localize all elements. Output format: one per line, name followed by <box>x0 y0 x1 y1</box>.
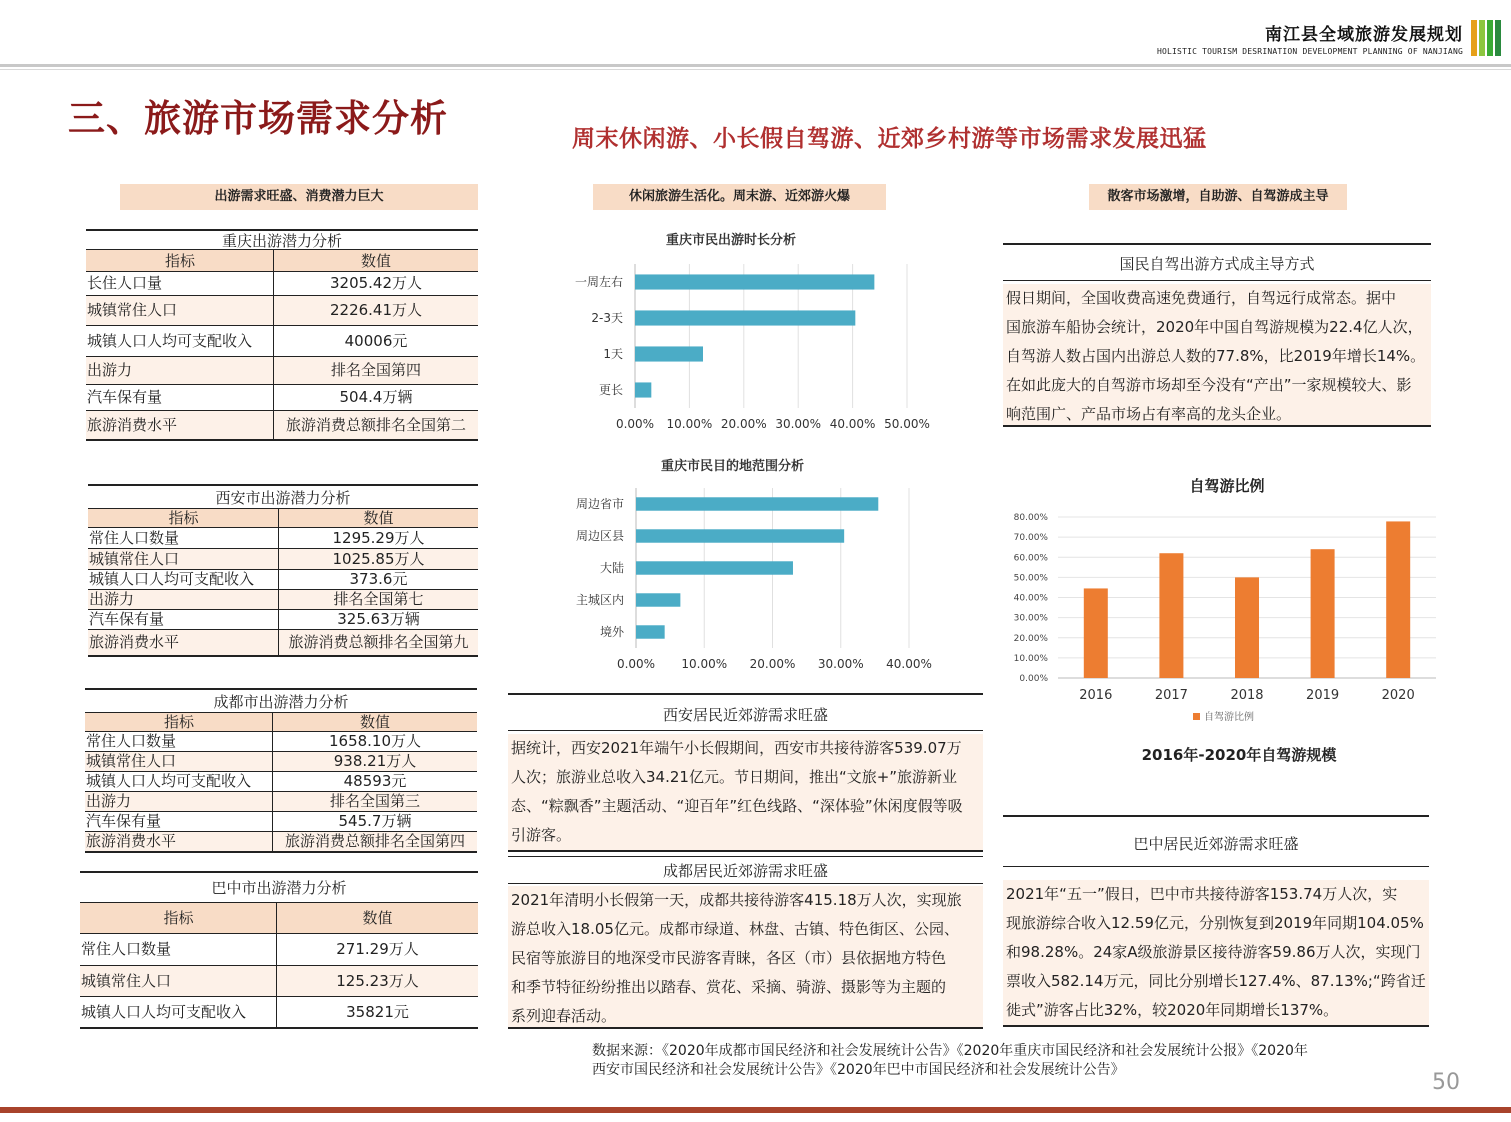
category-label: 周边省市 <box>575 497 624 511</box>
chengdu-caption: 成都居民近郊游需求旺盛 <box>508 856 983 884</box>
table-row <box>85 832 477 853</box>
header-value: 数值 <box>359 713 390 731</box>
legend-swatch <box>1193 713 1200 720</box>
row-value: 40006元 <box>344 332 408 350</box>
row-value: 旅游消费总额排名全国第九 <box>288 633 469 651</box>
footer-bar <box>0 1107 1511 1113</box>
row-value: 271.29万人 <box>336 940 419 958</box>
table-row <box>86 272 478 296</box>
row-value: 545.7万辆 <box>338 812 412 830</box>
paragraph-line: 票收入582.14万元，同比分别增长127.4%、87.13%;“跨省迁 <box>1006 972 1426 990</box>
table-caption: 成都市出游潜力分析 <box>85 688 477 712</box>
row-label: 长住人口量 <box>86 272 274 295</box>
header-indicator: 指标 <box>88 509 279 527</box>
row-label: 城镇人口人均可支配收入 <box>85 772 273 791</box>
header-indicator: 指标 <box>80 903 277 933</box>
selfdrive-bar <box>1311 549 1335 678</box>
row-label: 汽车保有量 <box>85 812 273 831</box>
data-source-line: 数据来源：《2020年成都市国民经济和社会发展统计公告》《2020年重庆市国民经济和社会发展统计公报》《2020年 <box>592 1043 1308 1059</box>
logo-bar-darkgreen <box>1495 20 1501 56</box>
x-tick-label: 0.00% <box>616 657 656 671</box>
logo-bar-lightgreen <box>1479 20 1485 56</box>
row-value: 排名全国第三 <box>329 792 420 810</box>
row-label: 城镇常住人口 <box>80 966 277 996</box>
chart-caption: 2016年-2020年自驾游规模 <box>1141 746 1337 764</box>
header-indicator: 指标 <box>86 250 274 271</box>
table-row <box>80 997 478 1029</box>
xian-caption: 西安居民近郊游需求旺盛 <box>508 693 983 731</box>
table-row <box>86 357 478 385</box>
row-value: 1025.85万人 <box>332 550 425 568</box>
table-bazhong <box>80 871 478 1029</box>
paragraph-line: 人次；旅游业总收入34.21亿元。节日期间，推出“文旅+”旅游新业 <box>511 768 958 786</box>
chart-trip-duration <box>550 222 950 442</box>
row-value: 旅游消费总额排名全国第二 <box>285 416 466 434</box>
row-value: 325.63万辆 <box>337 610 420 628</box>
x-tick-label: 40.00% <box>886 657 932 671</box>
category-label: 境外 <box>599 625 624 639</box>
table-row <box>85 792 477 812</box>
paragraph-line: 国旅游车船协会统计，2020年中国自驾游规模为22.4亿人次， <box>1006 318 1423 336</box>
row-value: 504.4万辆 <box>339 388 413 406</box>
table-header <box>86 249 478 272</box>
x-tick-label: 10.00% <box>681 657 728 671</box>
row-value: 1658.10万人 <box>328 732 422 750</box>
x-tick-label: 20.00% <box>749 657 796 671</box>
logo-bar-green <box>1487 20 1493 56</box>
y-tick-label: 50.00% <box>1013 573 1048 584</box>
paragraph-line: 在如此庞大的自驾游市场却至今没有“产出”一家规模较大、影 <box>1006 376 1412 394</box>
selfdrive-text <box>1003 284 1431 427</box>
table-chengdu <box>85 688 477 853</box>
row-value: 1295.29万人 <box>332 529 425 547</box>
legend-label: 自驾游比例 <box>1204 712 1254 723</box>
x-tick-label: 2019 <box>1306 688 1340 703</box>
table-header <box>88 508 478 528</box>
banner-right: 散客市场激增，自助游、自驾游成主导 <box>1089 184 1347 210</box>
row-value: 125.23万人 <box>336 972 419 990</box>
header-value: 数值 <box>363 509 394 527</box>
row-label: 旅游消费水平 <box>88 630 279 655</box>
table-header <box>85 712 477 732</box>
y-tick-label: 40.00% <box>1013 593 1048 604</box>
row-value: 排名全国第七 <box>333 590 424 608</box>
row-value: 2226.41万人 <box>329 301 423 319</box>
banner-left: 出游需求旺盛、消费潜力巨大 <box>120 184 478 210</box>
header-divider <box>0 64 1511 67</box>
row-label: 旅游消费水平 <box>86 411 274 439</box>
header-logo <box>1471 20 1501 56</box>
data-source-note <box>592 1042 1432 1080</box>
paragraph-line: 响范围广、产品市场占有率高的龙头企业。 <box>1006 405 1292 423</box>
document-title: 南江县全域旅游发展规划 <box>1265 25 1463 45</box>
chart-title: 重庆市民出游时长分析 <box>665 233 797 248</box>
table-row <box>86 296 478 326</box>
y-tick-label: 80.00% <box>1013 513 1048 523</box>
paragraph-line: 游总收入18.05亿元。成都市绿道、林盘、古镇、特色街区、公园、 <box>511 920 959 938</box>
header-indicator: 指标 <box>85 713 273 731</box>
x-tick-label: 2016 <box>1079 688 1113 703</box>
paragraph-line: 和98.28%。24家A级旅游景区接待游客59.86万人次，实现门 <box>1006 943 1421 961</box>
row-value: 48593元 <box>343 772 407 790</box>
selfdrive-bar <box>1386 521 1410 678</box>
y-tick-label: 20.00% <box>1013 633 1048 644</box>
category-label: 2-3天 <box>591 311 623 325</box>
table-row <box>85 772 477 792</box>
paragraph-line: 2021年清明小长假第一天，成都共接待游客415.18万人次，实现旅 <box>511 891 962 909</box>
selfdrive-bar <box>1084 588 1108 678</box>
xian-text <box>508 734 983 852</box>
row-value: 排名全国第四 <box>330 361 421 379</box>
chart-title: 重庆市民目的地范围分析 <box>660 459 805 474</box>
category-label: 周边区县 <box>575 529 624 543</box>
duration-bar <box>635 274 874 289</box>
paragraph-line: 系列迎春活动。 <box>511 1007 617 1025</box>
table-row <box>88 590 478 610</box>
x-tick-label: 0.00% <box>615 417 655 431</box>
row-label: 常住人口数量 <box>88 528 279 548</box>
table-caption: 巴中市出游潜力分析 <box>80 871 478 902</box>
y-tick-label: 70.00% <box>1013 533 1048 544</box>
row-value: 35821元 <box>346 1003 409 1021</box>
destination-bar <box>636 561 793 574</box>
x-tick-label: 20.00% <box>720 417 767 431</box>
destination-bar <box>636 625 665 638</box>
page-subtitle: 周末休闲游、小长假自驾游、近郊乡村游等市场需求发展迅猛 <box>572 126 1207 152</box>
x-tick-label: 30.00% <box>775 417 822 431</box>
x-tick-label: 50.00% <box>884 417 930 431</box>
paragraph-line: 徙式”游客占比32%，较2020年同期增长137%。 <box>1006 1001 1339 1019</box>
table-row <box>88 570 478 590</box>
row-label: 出游力 <box>86 357 274 384</box>
paragraph-line: 现旅游综合收入12.59亿元，分别恢复到2019年同期104.05% <box>1006 914 1424 932</box>
selfdrive-caption: 国民自驾出游方式成主导方式 <box>1003 243 1431 281</box>
row-label: 城镇人口人均可支配收入 <box>88 570 279 589</box>
row-value: 938.21万人 <box>333 752 417 770</box>
table-row <box>86 385 478 411</box>
category-label: 更长 <box>598 383 623 397</box>
table-row <box>88 610 478 630</box>
paragraph-line: 假日期间，全国收费高速免费通行，自驾远行成常态。据中 <box>1006 289 1397 307</box>
duration-bar <box>635 382 651 397</box>
chart-selfdrive-ratio <box>1000 468 1450 768</box>
x-tick-label: 2017 <box>1154 688 1188 703</box>
paragraph-line: 引游客。 <box>511 826 572 844</box>
row-label: 旅游消费水平 <box>85 832 273 851</box>
bazhong-caption: 巴中居民近郊游需求旺盛 <box>1003 815 1429 867</box>
document-subtitle-en: HOLISTIC TOURISM DESRINATION DEVELOPMENT PLANNING OF NANJIANG <box>1156 47 1463 56</box>
destination-bar <box>636 529 844 542</box>
duration-bar <box>635 346 703 361</box>
row-label: 汽车保有量 <box>86 385 274 410</box>
table-row <box>85 752 477 772</box>
paragraph-line: 和季节特征纷纷推出以踏春、赏花、采摘、骑游、摄影等为主题的 <box>511 978 947 996</box>
category-label: 大陆 <box>599 561 624 575</box>
row-label: 出游力 <box>85 792 273 811</box>
table-row <box>86 326 478 357</box>
page-number: 50 <box>1432 1070 1460 1095</box>
table-header <box>80 902 478 934</box>
chart-title: 自驾游比例 <box>1189 477 1265 495</box>
table-row <box>80 966 478 997</box>
data-source-line: 西安市国民经济和社会发展统计公告》《2020年巴中市国民经济和社会发展统计公告》 <box>592 1062 1125 1078</box>
y-tick-label: 30.00% <box>1013 613 1048 624</box>
row-label: 常住人口数量 <box>85 732 273 751</box>
table-row <box>88 528 478 549</box>
selfdrive-bar <box>1235 577 1259 678</box>
table-chongqing <box>86 229 478 441</box>
table-row <box>86 411 478 441</box>
page-title: 三、旅游市场需求分析 <box>68 97 448 140</box>
table-row <box>85 812 477 832</box>
row-value: 3205.42万人 <box>329 274 423 292</box>
table-row <box>80 934 478 966</box>
category-label: 1天 <box>603 347 623 361</box>
row-label: 常住人口数量 <box>80 934 277 965</box>
table-row <box>88 549 478 570</box>
x-tick-label: 10.00% <box>666 417 713 431</box>
y-tick-label: 60.00% <box>1013 553 1048 564</box>
row-label: 城镇常住人口 <box>86 296 274 325</box>
duration-bar <box>635 310 855 325</box>
paragraph-line: 2021年“五一”假日，巴中市共接待游客153.74万人次，实 <box>1006 885 1398 903</box>
table-row <box>85 732 477 752</box>
x-tick-label: 40.00% <box>829 417 876 431</box>
logo-bar-orange <box>1471 20 1477 56</box>
bazhong-text <box>1003 880 1429 1027</box>
table-xian <box>88 484 478 657</box>
row-label: 城镇人口人均可支配收入 <box>86 326 274 356</box>
paragraph-line: 态、“粽飘香”主题活动、“迎百年”红色线路、“深体验”休闲度假等吸 <box>511 797 963 815</box>
x-tick-label: 2018 <box>1230 688 1264 703</box>
destination-bar <box>636 593 680 606</box>
row-label: 城镇人口人均可支配收入 <box>80 997 277 1027</box>
row-label: 城镇常住人口 <box>88 549 279 569</box>
row-label: 城镇常住人口 <box>85 752 273 771</box>
table-caption: 西安市出游潜力分析 <box>88 484 478 508</box>
chengdu-text <box>508 886 983 1029</box>
category-label: 一周左右 <box>574 275 623 289</box>
selfdrive-bar <box>1159 553 1183 678</box>
paragraph-line: 自驾游人数占国内出游总人数的77.8%，比2019年增长14%。 <box>1006 347 1426 365</box>
header-divider-thin <box>0 69 1511 70</box>
y-tick-label: 0.00% <box>1019 674 1048 684</box>
table-row <box>88 630 478 657</box>
row-value: 373.6元 <box>349 570 408 588</box>
row-label: 出游力 <box>88 590 279 609</box>
destination-bar <box>636 497 878 510</box>
chart-destination-scope <box>550 450 950 680</box>
banner-middle: 休闲旅游生活化。周末游、近郊游火爆 <box>593 184 886 210</box>
paragraph-line: 民宿等旅游目的地深受市民游客青睐，各区（市）县依据地方特色 <box>511 949 947 967</box>
y-tick-label: 10.00% <box>1013 653 1048 664</box>
x-tick-label: 2020 <box>1381 688 1415 703</box>
row-value: 旅游消费总额排名全国第四 <box>284 832 465 850</box>
table-caption: 重庆出游潜力分析 <box>86 229 478 249</box>
x-tick-label: 30.00% <box>817 657 864 671</box>
paragraph-line: 据统计，西安2021年端午小长假期间，西安市共接待游客539.07万 <box>511 739 962 757</box>
header-value: 数值 <box>362 909 393 927</box>
header-value: 数值 <box>360 252 391 270</box>
category-label: 主城区内 <box>575 593 624 607</box>
row-label: 汽车保有量 <box>88 610 279 629</box>
